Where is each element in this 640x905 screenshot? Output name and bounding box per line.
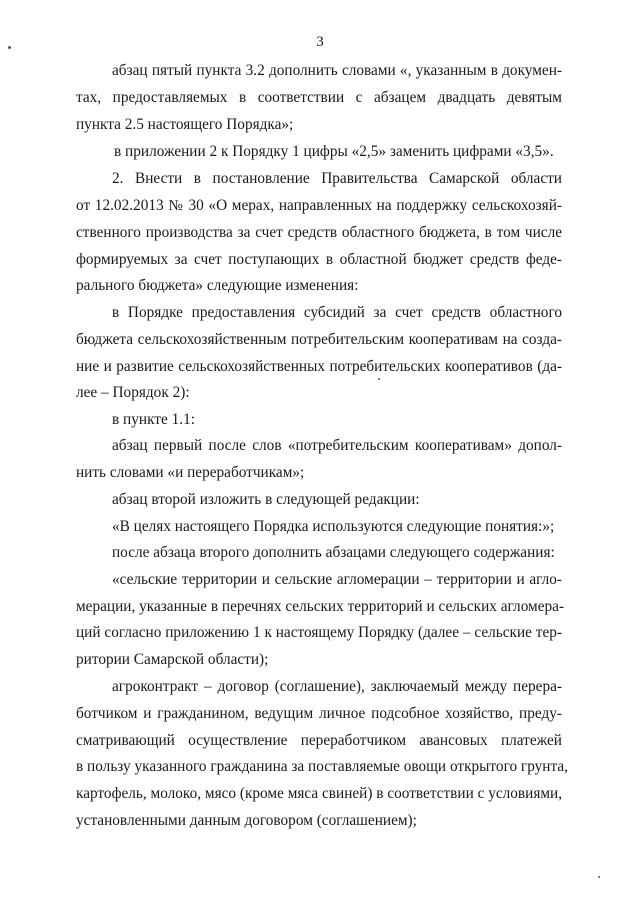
text-line: пункта 2.5 настоящего Порядка»; — [76, 116, 294, 133]
scan-speck — [378, 378, 380, 380]
text-line: ственного производства за счет средств областного бюджета, в том числе — [76, 224, 562, 241]
text-line: установленными данным договором (соглашением); — [76, 812, 417, 829]
text-line: нить словами «и переработчикам»; — [76, 464, 305, 481]
text-line: после абзаца второго дополнить абзацами следующего содержания: — [112, 544, 555, 561]
text-line: в Порядке предоставления субсидий за счет средств областного — [112, 304, 562, 321]
text-line: тах, предоставляемых в соответствии с абзацем двадцать девятым — [76, 89, 562, 106]
text-line: ритории Самарской области); — [76, 651, 269, 668]
text-line: абзац второй изложить в следующей редакции: — [112, 491, 420, 508]
text-line: абзац пятый пункта 3.2 дополнить словами «, указанным в докумен- — [112, 62, 562, 79]
text-line: формируемых за счет поступающих в областной бюджет средств феде- — [76, 251, 562, 268]
text-line: абзац первый после слов «потребительским кооперативам» допол- — [112, 437, 562, 454]
text-line: 2. Внести в постановление Правительства Самарской области — [112, 170, 562, 187]
text-line: в пункте 1.1: — [112, 411, 195, 428]
scan-speck — [598, 876, 600, 878]
text-line: ние и развитие сельскохозяйственных потребительских кооперативов (да- — [76, 358, 562, 375]
text-line: рального бюджета» следующие изменения: — [76, 277, 359, 294]
text-line: картофель, молоко, мясо (кроме мяса свиней) в соответствии с условиями, — [76, 785, 563, 802]
scan-speck — [8, 46, 11, 49]
text-line: мерации, указанные в перечнях сельских территорий и сельских агломера- — [76, 598, 565, 615]
text-line: лее – Порядок 2): — [76, 384, 190, 401]
text-line: агроконтракт – договор (соглашение), заключаемый между перера- — [112, 678, 562, 695]
text-line: ботчиком и гражданином, ведущим личное подсобное хозяйство, преду- — [76, 705, 562, 722]
text-line: в приложении 2 к Порядку 1 цифры «2,5» заменить цифрами «3,5». — [114, 143, 554, 160]
text-line: сматривающий осуществление переработчиком авансовых платежей — [76, 732, 562, 749]
text-line: в пользу указанного гражданина за поставляемые овощи открытого грунта, — [76, 758, 568, 775]
text-line: бюджета сельскохозяйственным потребительским кооперативам на созда- — [76, 331, 562, 348]
text-line: «сельские территории и сельские агломерации – территории и агло- — [112, 571, 562, 588]
text-line: «В целях настоящего Порядка используются следующие понятия:»; — [112, 518, 555, 535]
page-number: 3 — [316, 34, 324, 50]
text-line: от 12.02.2013 № 30 «О мерах, направленных на поддержку сельскохозяй- — [76, 197, 562, 214]
text-line: ций согласно приложению 1 к настоящему Порядку (далее – сельские тер- — [76, 624, 562, 641]
